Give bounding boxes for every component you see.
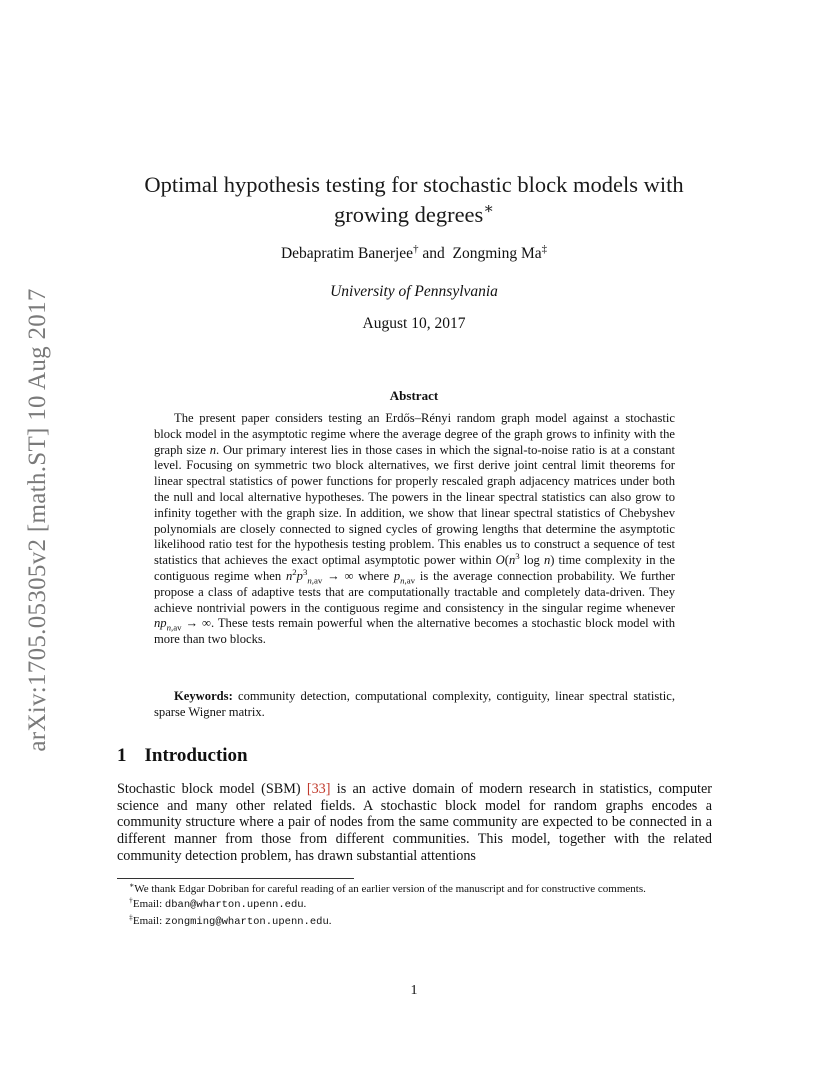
paper-date: August 10, 2017 — [362, 315, 466, 332]
introduction-paragraph — [117, 781, 712, 865]
footnote-3 — [117, 912, 712, 929]
section-title: Introduction — [144, 745, 248, 766]
footnote-3-label: Email: — [132, 914, 165, 927]
keywords-label: Keywords: — [174, 689, 233, 703]
footnote-1-text: We thank Edgar Dobriban for careful reading of an earlier version of the manuscript and for constructive comments. — [134, 883, 646, 895]
abstract-heading: Abstract — [389, 388, 439, 403]
author-and: and — [422, 245, 445, 262]
footnote-2-label: Email: — [132, 898, 165, 911]
keywords — [154, 689, 675, 721]
footnote-3-period: . — [328, 914, 332, 927]
abstract-text-3: time complexity in the contiguous regime when — [154, 553, 675, 583]
abstract-text-5: is the average connection probability. We further propose a class of adaptive tests that are computationally tractable and completely data-driven. They achieve nontrivial powers in the contiguous regime and consistency in the singular regime whenever — [154, 568, 675, 615]
abstract-text-1: The present paper considers testing an Erdős–Rényi random graph model against a stochastic block model in the asymptotic regime where the average degree of the graph grows to infinity with the graph size — [154, 411, 675, 457]
abstract-body — [154, 411, 675, 648]
footnote-1-mark: ∗ — [129, 880, 135, 890]
footnote-rule — [117, 878, 354, 879]
email-ma[interactable]: zongming@wharton.upenn.edu — [164, 915, 329, 928]
title-line-1: Optimal hypothesis testing for stochastic block models with — [144, 172, 684, 197]
intro-text-1: Stochastic block model (SBM) — [117, 781, 307, 797]
citation-link[interactable]: [33] — [306, 781, 331, 797]
author-2: Zongming Ma — [452, 245, 542, 262]
footnote-2 — [117, 895, 712, 912]
footnote-3-mark: ‡ — [129, 912, 133, 922]
author-2-mark: ‡ — [541, 242, 548, 255]
email-banerjee[interactable]: dban@wharton.upenn.edu — [164, 899, 304, 912]
math-complexity: $O(n^3$ log n) — [495, 550, 555, 568]
page-number: 1 — [410, 983, 418, 998]
math-regime-condition: $n^2p^3_{n,av}$ → ∞ — [285, 566, 354, 586]
title-line-2: growing degrees — [333, 202, 484, 227]
author-1-mark: † — [413, 242, 419, 255]
footnote-1 — [117, 880, 712, 896]
math-n: n — [209, 442, 217, 457]
section-heading-introduction — [117, 745, 248, 767]
author-1: Debapratim Banerjee — [280, 245, 414, 262]
title-footnote-mark: ∗ — [483, 200, 495, 218]
math-p-nav: $p_{n,av}$ — [393, 568, 416, 586]
authors — [100, 242, 728, 263]
affiliation: University of Pennsylvania — [330, 283, 498, 300]
abstract-text-6: . These tests remain powerful when the alternative becomes a stochastic block model with more than two blocks. — [154, 616, 676, 647]
abstract-text-2: . Our primary interest lies in those cases in which the signal-to-noise ratio is at a constant level. Focusing on symmetric two block alternatives, we first derive joint central limit theorems for linear spectral statistics of power functions for properly rescaled graph adjacency matrices under both the null and local alternative hypotheses. The powers in the linear spectral statistics can also grow to infinity together with the graph size. In addition, we show that linear spectral statistics of Chebyshev polynomials are closely connected to signed cycles of growing lengths that determine the asymptotic likelihood ratio test for the hypothesis testing problem. This enables us to construct a sequence of test statistics that achieves the exact optimal asymptotic power within — [154, 442, 675, 568]
arxiv-stamp: arXiv:1705.05305v2 [math.ST] 10 Aug 2017 — [24, 288, 51, 752]
section-number: 1 — [117, 745, 127, 766]
footnote-2-period: . — [303, 898, 307, 911]
abstract-text-4: where — [353, 568, 394, 583]
math-singular-condition: $np_{n,av}$ → ∞ — [154, 616, 211, 633]
intro-text-2: is an active domain of modern research in statistics, computer science and many other related fields. A stochastic block model for random graphs encodes a community structure where a pair of nodes from the same community are expected to be connected in a different manner from those from different communities. This model, together with the related community detection problem, has drawn substantial attentions — [117, 781, 712, 864]
footnotes — [117, 880, 712, 929]
footnote-2-mark: † — [129, 895, 133, 905]
paper-title — [100, 170, 728, 230]
keywords-text: community detection, computational complexity, contiguity, linear spectral statistic, sparse Wigner matrix. — [154, 689, 675, 719]
